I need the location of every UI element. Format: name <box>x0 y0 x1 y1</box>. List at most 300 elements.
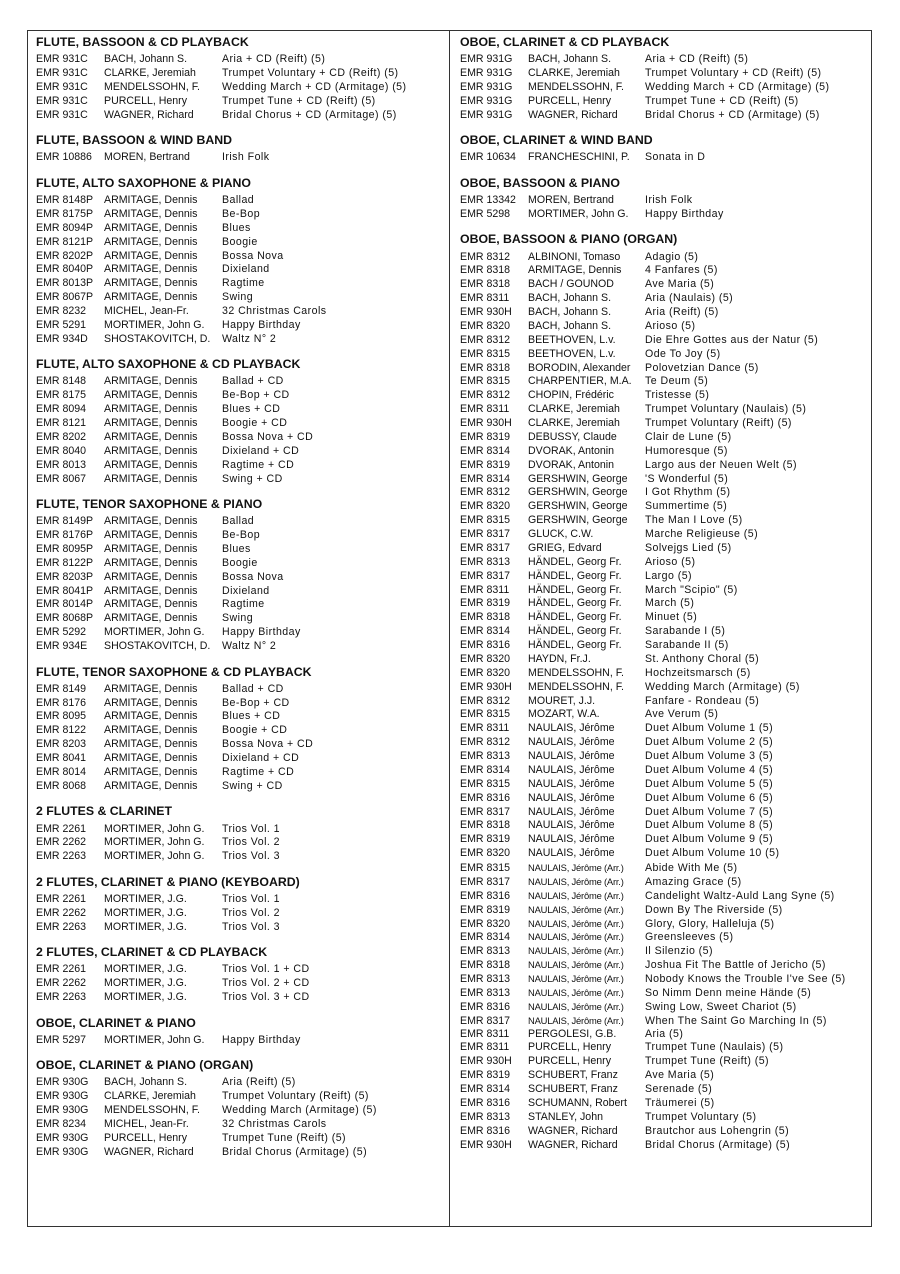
catalog-entry <box>36 236 441 250</box>
work-title: Arioso (5) <box>645 555 696 568</box>
work-title: I Got Rhythm (5) <box>645 486 731 499</box>
catalog-entry <box>36 291 441 305</box>
work-title: Swing + CD <box>222 472 283 485</box>
catalog-number: EMR 8314 <box>460 625 511 638</box>
composer-name: MOURET, J.J. <box>528 694 596 707</box>
catalog-entry <box>460 473 865 487</box>
work-title: 4 Fanfares (5) <box>645 264 718 277</box>
composer-name: NAULAIS, Jérôme <box>528 722 615 735</box>
composer-name: NAULAIS, Jérôme (Arr.) <box>528 1014 624 1026</box>
work-title: Ballad <box>222 194 255 206</box>
work-title: Solvejgs Lied (5) <box>645 541 732 554</box>
composer-name: ARMITAGE, Dennis <box>104 710 198 723</box>
right-column <box>460 35 865 1163</box>
catalog-number: EMR 8311 <box>460 1041 510 1054</box>
work-title: Ave Maria (5) <box>645 278 715 291</box>
work-title: Te Deum (5) <box>645 375 709 388</box>
catalog-number: EMR 8315 <box>460 514 511 527</box>
catalog-entry <box>460 403 865 417</box>
catalog-number: EMR 8313 <box>460 1110 511 1123</box>
composer-name: MICHEL, Jean-Fr. <box>104 305 189 317</box>
composer-name: NAULAIS, Jérôme <box>528 805 615 818</box>
composer-name: MOREN, Bertrand <box>528 194 614 206</box>
catalog-number: EMR 8317 <box>460 805 511 818</box>
composer-name: PURCELL, Henry <box>528 1055 612 1068</box>
catalog-number: EMR 2261 <box>36 822 87 835</box>
catalog-entry <box>36 612 441 626</box>
work-title: The Man I Love (5) <box>645 514 743 527</box>
composer-name: NAULAIS, Jérôme <box>528 833 615 846</box>
composer-name: MENDELSSOHN, F. <box>528 666 624 679</box>
catalog-number: EMR 931C <box>36 108 88 121</box>
catalog-number: EMR 8320 <box>460 319 511 332</box>
work-title: Wedding March (Armitage) (5) <box>645 680 800 693</box>
composer-name: MORTIMER, J.G. <box>104 920 187 933</box>
work-title: Dixieland <box>222 584 270 597</box>
work-title: Nobody Knows the Trouble I've See (5) <box>645 973 846 986</box>
composer-name: HÄNDEL, Georg Fr. <box>528 611 622 624</box>
work-title: St. Anthony Choral (5) <box>645 652 760 665</box>
composer-name: ARMITAGE, Dennis <box>104 291 198 304</box>
catalog-entry <box>460 722 865 736</box>
work-title: Trios Vol. 3 <box>222 920 280 933</box>
catalog-number: EMR 8316 <box>460 1124 511 1137</box>
composer-name: NAULAIS, Jérôme (Arr.) <box>528 1000 624 1012</box>
composer-name: MOZART, W.A. <box>528 708 600 721</box>
catalog-number: EMR 930G <box>36 1131 89 1144</box>
composer-name: ARMITAGE, Dennis <box>104 403 198 416</box>
catalog-number: EMR 10886 <box>36 151 92 164</box>
catalog-number: EMR 8318 <box>460 611 511 624</box>
work-title: Bridal Chorus + CD (Armitage) (5) <box>645 108 820 121</box>
catalog-entry <box>460 584 865 598</box>
composer-name: WAGNER, Richard <box>528 108 618 121</box>
catalog-entry <box>460 1097 865 1111</box>
composer-name: STANLEY, John <box>528 1110 603 1123</box>
composer-name: HAYDN, Fr.J. <box>528 652 591 665</box>
catalog-entry <box>460 362 865 376</box>
catalog-entry <box>460 431 865 445</box>
work-title: March "Scipio" (5) <box>645 583 738 596</box>
composer-name: CLARKE, Jeremiah <box>104 67 196 80</box>
work-title: Irish Folk <box>645 194 693 206</box>
work-title: Ballad + CD <box>222 375 284 388</box>
catalog-entry <box>36 459 441 473</box>
composer-name: ARMITAGE, Dennis <box>104 696 198 709</box>
composer-name: ARMITAGE, Dennis <box>104 263 198 276</box>
catalog-entry <box>460 833 865 847</box>
catalog-entry <box>460 750 865 764</box>
catalog-entry <box>36 151 441 165</box>
catalog-section <box>36 357 441 486</box>
catalog-number: EMR 8314 <box>460 931 511 944</box>
work-title: Swing <box>222 612 254 625</box>
work-title: Trios Vol. 2 <box>222 906 280 919</box>
catalog-entry <box>460 556 865 570</box>
work-title: Wedding March + CD (Armitage) (5) <box>645 80 830 93</box>
work-title: Trumpet Tune (Naulais) (5) <box>645 1041 784 1054</box>
catalog-entry <box>36 67 441 81</box>
work-title: Aria (Reift) (5) <box>645 306 719 319</box>
catalog-entry <box>460 445 865 459</box>
work-title: Aria + CD (Reift) (5) <box>645 53 749 66</box>
catalog-entry <box>460 1111 865 1125</box>
work-title: Trumpet Tune + CD (Reift) (5) <box>222 94 376 107</box>
catalog-number: EMR 8314 <box>460 763 511 776</box>
catalog-entry <box>36 333 441 347</box>
work-title: March (5) <box>645 597 695 610</box>
catalog-entry <box>36 81 441 95</box>
work-title: Duet Album Volume 6 (5) <box>645 791 774 804</box>
catalog-entry <box>36 319 441 333</box>
catalog-entry <box>460 1000 865 1014</box>
composer-name: PURCELL, Henry <box>528 94 612 107</box>
catalog-number: EMR 10634 <box>460 151 516 164</box>
composer-name: CHARPENTIER, M.A. <box>528 375 632 388</box>
catalog-number: EMR 5297 <box>36 1033 87 1046</box>
catalog-number: EMR 8312 <box>460 333 511 346</box>
catalog-entry <box>460 681 865 695</box>
catalog-number: EMR 8314 <box>460 444 511 457</box>
catalog-number: EMR 8311 <box>460 722 510 735</box>
catalog-entry <box>460 95 865 109</box>
catalog-number: EMR 8319 <box>460 458 511 471</box>
catalog-section <box>36 1016 441 1048</box>
composer-name: BACH / GOUNOD <box>528 278 614 291</box>
catalog-number: EMR 8318 <box>460 278 511 291</box>
catalog-number: EMR 8095P <box>36 542 94 555</box>
composer-name: GERSHWIN, George <box>528 514 628 527</box>
composer-name: BACH, Johann S. <box>104 53 188 66</box>
work-title: Sarabande II (5) <box>645 639 729 652</box>
work-title: Blues + CD <box>222 710 281 723</box>
catalog-number: EMR 8202P <box>36 249 94 262</box>
catalog-section <box>36 945 441 1005</box>
catalog-number: EMR 8013 <box>36 458 87 471</box>
work-title: 32 Christmas Carols <box>222 305 327 317</box>
catalog-number: EMR 930G <box>36 1090 89 1103</box>
work-title: Trumpet Tune + CD (Reift) (5) <box>645 94 799 107</box>
catalog-entry <box>460 889 865 903</box>
catalog-section <box>36 804 441 864</box>
catalog-number: EMR 8311 <box>460 403 510 416</box>
composer-name: MORTIMER, John G. <box>104 626 205 639</box>
catalog-number: EMR 2261 <box>36 892 87 905</box>
catalog-number: EMR 8320 <box>460 500 511 513</box>
composer-name: CLARKE, Jeremiah <box>528 403 620 416</box>
catalog-section <box>460 133 865 165</box>
work-title: Bridal Chorus (Armitage) (5) <box>222 1145 368 1158</box>
composer-name: ARMITAGE, Dennis <box>104 277 198 290</box>
catalog-section <box>36 497 441 654</box>
catalog-number: EMR 8320 <box>460 847 511 860</box>
work-title: Ave Maria (5) <box>645 1069 715 1082</box>
catalog-entry <box>460 736 865 750</box>
composer-name: NAULAIS, Jérôme (Arr.) <box>528 959 624 971</box>
catalog-entry <box>36 263 441 277</box>
catalog-entry <box>36 585 441 599</box>
catalog-number: EMR 8121 <box>36 417 87 430</box>
catalog-number: EMR 2262 <box>36 836 87 849</box>
catalog-number: EMR 8067P <box>36 291 94 304</box>
catalog-number: EMR 930G <box>36 1145 89 1158</box>
catalog-entry <box>36 403 441 417</box>
catalog-entry <box>36 991 441 1005</box>
work-title: 'S Wonderful (5) <box>645 472 729 485</box>
work-title: Trios Vol. 1 <box>222 822 280 835</box>
catalog-entry <box>36 683 441 697</box>
work-title: Il Silenzio (5) <box>645 945 713 958</box>
composer-name: ARMITAGE, Dennis <box>104 249 198 262</box>
catalog-number: EMR 8040P <box>36 263 94 276</box>
catalog-entry <box>36 823 441 837</box>
composer-name: PERGOLESI, G.B. <box>528 1027 617 1040</box>
catalog-number: EMR 8315 <box>460 347 511 360</box>
composer-name: ARMITAGE, Dennis <box>104 515 198 528</box>
composer-name: MENDELSSOHN, F. <box>528 80 624 93</box>
section-heading: 2 FLUTES & CLARINET <box>36 804 172 819</box>
catalog-entry <box>36 95 441 109</box>
work-title: Candelight Waltz-Auld Lang Syne (5) <box>645 889 835 902</box>
section-heading: OBOE, CLARINET & CD PLAYBACK <box>460 35 670 49</box>
composer-name: PURCELL, Henry <box>104 1131 188 1144</box>
catalog-number: EMR 8312 <box>460 736 511 749</box>
composer-name: NAULAIS, Jérôme (Arr.) <box>528 945 624 957</box>
work-title: Swing <box>222 291 254 304</box>
catalog-number: EMR 8319 <box>460 903 511 916</box>
catalog-entry <box>36 431 441 445</box>
catalog-entry <box>460 653 865 667</box>
work-title: Ragtime <box>222 277 265 290</box>
catalog-number: EMR 8149P <box>36 515 94 528</box>
work-title: Trumpet Voluntary (Reift) (5) <box>645 417 792 430</box>
composer-name: WAGNER, Richard <box>104 108 194 121</box>
catalog-entry <box>36 907 441 921</box>
catalog-entry <box>460 528 865 542</box>
work-title: Trios Vol. 1 <box>222 892 280 905</box>
catalog-section <box>36 35 441 123</box>
work-title: Serenade (5) <box>645 1083 713 1096</box>
catalog-entry <box>460 847 865 861</box>
catalog-entry <box>460 251 865 265</box>
work-title: Amazing Grace (5) <box>645 875 742 888</box>
catalog-number: EMR 8068 <box>36 779 87 792</box>
composer-name: MORTIMER, J.G. <box>104 963 187 976</box>
composer-name: ARMITAGE, Dennis <box>104 724 198 737</box>
catalog-number: EMR 8320 <box>460 666 511 679</box>
catalog-entry <box>36 1034 441 1048</box>
work-title: Swing Low, Sweet Chariot (5) <box>645 1000 797 1013</box>
catalog-number: EMR 8316 <box>460 639 511 652</box>
catalog-number: EMR 8318 <box>460 819 511 832</box>
catalog-number: EMR 8176P <box>36 529 94 542</box>
composer-name: GRIEG, Edvard <box>528 541 602 554</box>
work-title: 32 Christmas Carols <box>222 1118 327 1130</box>
catalog-entry <box>36 277 441 291</box>
catalog-entry <box>36 529 441 543</box>
composer-name: PURCELL, Henry <box>528 1041 612 1054</box>
catalog-entry <box>460 151 865 165</box>
composer-name: ALBINONI, Tomaso <box>528 250 621 263</box>
catalog-entry <box>36 557 441 571</box>
composer-name: ARMITAGE, Dennis <box>104 779 198 792</box>
section-heading: FLUTE, TENOR SAXOPHONE & PIANO <box>36 497 263 511</box>
catalog-number: EMR 8203P <box>36 570 94 583</box>
work-title: Sonata in D <box>645 151 706 164</box>
work-title: Träumerei (5) <box>645 1096 715 1109</box>
catalog-number: EMR 8234 <box>36 1118 87 1130</box>
composer-name: PURCELL, Henry <box>104 94 188 107</box>
composer-name: ARMITAGE, Dennis <box>104 207 198 220</box>
catalog-number: EMR 931C <box>36 53 88 66</box>
work-title: Blues + CD <box>222 403 281 416</box>
catalog-entry <box>460 903 865 917</box>
composer-name: SHOSTAKOVITCH, D. <box>104 332 211 345</box>
catalog-entry <box>36 766 441 780</box>
catalog-entry <box>36 515 441 529</box>
catalog-entry <box>460 1041 865 1055</box>
composer-name: ARMITAGE, Dennis <box>104 458 198 471</box>
work-title: Be-Bop <box>222 529 261 542</box>
composer-name: NAULAIS, Jérôme (Arr.) <box>528 986 624 998</box>
catalog-number: EMR 2263 <box>36 920 87 933</box>
work-title: Aria + CD (Reift) (5) <box>222 53 326 66</box>
catalog-entry <box>460 109 865 123</box>
composer-name: CLARKE, Jeremiah <box>528 417 620 430</box>
work-title: Waltz N° 2 <box>222 332 277 345</box>
composer-name: ARMITAGE, Dennis <box>104 444 198 457</box>
composer-name: MORTIMER, John G. <box>104 318 205 331</box>
composer-name: BACH, Johann S. <box>528 292 612 305</box>
catalog-number: EMR 8175P <box>36 207 94 220</box>
catalog-section <box>36 133 441 165</box>
composer-name: CLARKE, Jeremiah <box>104 1090 196 1103</box>
catalog-section <box>36 665 441 794</box>
catalog-entry <box>36 710 441 724</box>
work-title: Adagio (5) <box>645 250 699 263</box>
catalog-number: EMR 930H <box>460 1138 512 1151</box>
catalog-entry <box>460 917 865 931</box>
composer-name: ARMITAGE, Dennis <box>104 194 198 206</box>
work-title: Be-Bop <box>222 207 261 220</box>
work-title: Duet Album Volume 2 (5) <box>645 736 774 749</box>
catalog-entry <box>36 208 441 222</box>
catalog-entry <box>460 320 865 334</box>
catalog-entry <box>460 1139 865 1153</box>
catalog-entry <box>460 278 865 292</box>
catalog-number: EMR 931G <box>460 53 513 66</box>
catalog-entry <box>460 930 865 944</box>
composer-name: GLUCK, C.W. <box>528 528 594 541</box>
catalog-number: EMR 8014P <box>36 598 94 611</box>
composer-name: ARMITAGE, Dennis <box>104 738 198 751</box>
catalog-entry <box>460 500 865 514</box>
composer-name: MORTIMER, John G. <box>104 1033 205 1046</box>
work-title: Happy Birthday <box>222 1033 301 1046</box>
catalog-number: EMR 931G <box>460 108 513 121</box>
catalog-entry <box>460 819 865 833</box>
catalog-number: EMR 8311 <box>460 583 510 596</box>
catalog-entry <box>460 792 865 806</box>
composer-name: ARMITAGE, Dennis <box>104 417 198 430</box>
work-title: Trumpet Voluntary (Reift) (5) <box>222 1090 369 1103</box>
catalog-number: EMR 8319 <box>460 430 511 443</box>
catalog-entry <box>36 571 441 585</box>
catalog-entry <box>36 194 441 208</box>
section-heading: OBOE, CLARINET & PIANO <box>36 1015 196 1030</box>
work-title: Duet Album Volume 4 (5) <box>645 763 774 776</box>
catalog-entry <box>36 109 441 123</box>
catalog-number: EMR 8148 <box>36 375 87 388</box>
catalog-number: EMR 2263 <box>36 991 87 1004</box>
catalog-number: EMR 2261 <box>36 963 87 976</box>
catalog-entry <box>460 1028 865 1042</box>
catalog-number: EMR 8320 <box>460 917 511 930</box>
composer-name: BORODIN, Alexander <box>528 361 631 374</box>
composer-name: NAULAIS, Jérôme <box>528 819 615 832</box>
work-title: Ballad + CD <box>222 682 284 695</box>
catalog-entry <box>460 1014 865 1028</box>
catalog-entry <box>460 348 865 362</box>
composer-name: MORTIMER, John G. <box>528 207 629 220</box>
catalog-number: EMR 8315 <box>460 708 511 721</box>
catalog-section <box>36 875 441 935</box>
catalog-entry <box>36 724 441 738</box>
section-heading: OBOE, CLARINET & WIND BAND <box>460 133 653 148</box>
composer-name: NAULAIS, Jérôme <box>528 791 615 804</box>
catalog-entry <box>36 375 441 389</box>
work-title: Trumpet Voluntary + CD (Reift) (5) <box>645 67 822 80</box>
composer-name: HÄNDEL, Georg Fr. <box>528 569 622 582</box>
catalog-number: EMR 8318 <box>460 959 511 972</box>
composer-name: BEETHOVEN, L.v. <box>528 333 616 346</box>
catalog-number: EMR 8095 <box>36 710 87 723</box>
work-title: Bridal Chorus + CD (Armitage) (5) <box>222 108 397 121</box>
composer-name: CHOPIN, Frédéric <box>528 389 614 402</box>
work-title: Arioso (5) <box>645 319 696 332</box>
work-title: Duet Album Volume 8 (5) <box>645 819 774 832</box>
catalog-number: EMR 934D <box>36 332 88 345</box>
work-title: Duet Album Volume 5 (5) <box>645 777 774 790</box>
catalog-entry <box>460 264 865 278</box>
composer-name: HÄNDEL, Georg Fr. <box>528 555 622 568</box>
catalog-entry <box>36 389 441 403</box>
catalog-number: EMR 8319 <box>460 833 511 846</box>
composer-name: MENDELSSOHN, F. <box>104 80 200 93</box>
catalog-number: EMR 8316 <box>460 1096 511 1109</box>
catalog-number: EMR 8320 <box>460 652 511 665</box>
catalog-number: EMR 8315 <box>460 777 511 790</box>
composer-name: SHOSTAKOVITCH, D. <box>104 640 211 653</box>
catalog-number: EMR 8013P <box>36 277 94 290</box>
catalog-entry <box>460 389 865 403</box>
work-title: Happy Birthday <box>222 626 301 639</box>
catalog-number: EMR 8319 <box>460 1069 511 1082</box>
catalog-number: EMR 8318 <box>460 264 511 277</box>
composer-name: NAULAIS, Jérôme (Arr.) <box>528 862 624 874</box>
work-title: Glory, Glory, Halleluja (5) <box>645 917 775 930</box>
catalog-entry <box>460 334 865 348</box>
work-title: Trumpet Voluntary (Naulais) (5) <box>645 403 807 416</box>
composer-name: MORTIMER, John G. <box>104 836 205 849</box>
work-title: Humoresque (5) <box>645 444 728 457</box>
work-title: Irish Folk <box>222 151 270 164</box>
catalog-number: EMR 8040 <box>36 444 87 457</box>
composer-name: DVORAK, Antonin <box>528 458 614 471</box>
catalog-entry <box>460 514 865 528</box>
work-title: Ode To Joy (5) <box>645 347 721 360</box>
composer-name: NAULAIS, Jérôme (Arr.) <box>528 973 624 985</box>
